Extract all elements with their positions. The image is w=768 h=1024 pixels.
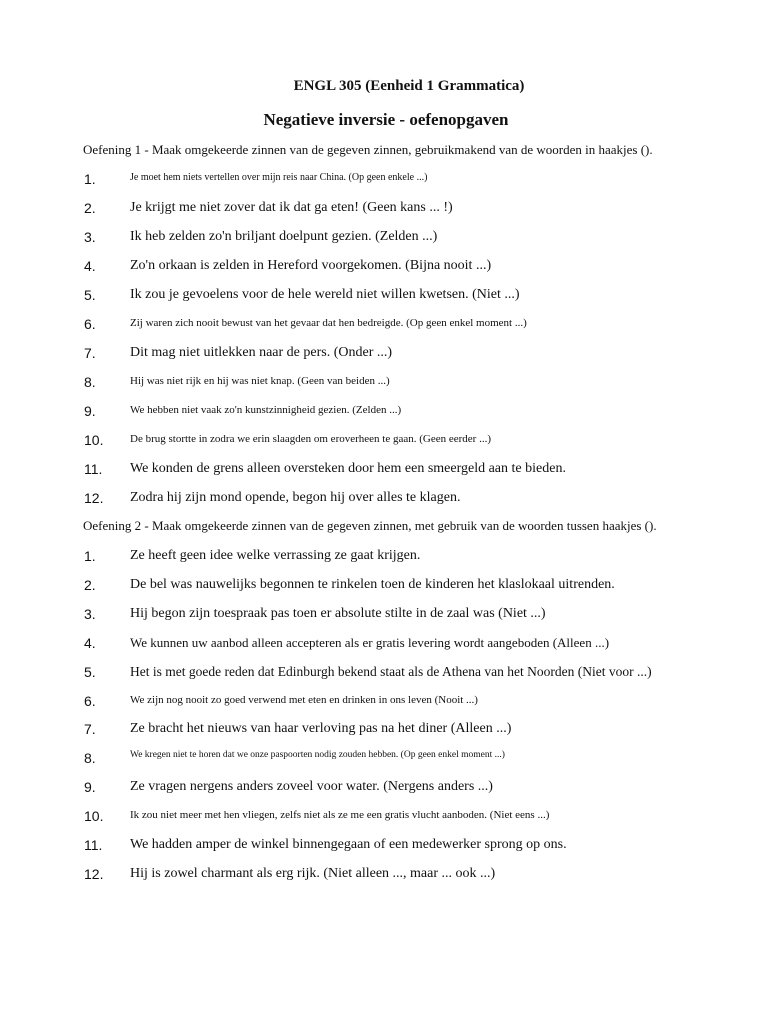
exercise-1-item [84, 171, 744, 193]
item-text: Ik zou je gevoelens voor de hele wereld niet willen kwetsen. (Niet ...) [130, 287, 520, 302]
item-text: Hij is zowel charmant als erg rijk. (Niet alleen ..., maar ... ook ...) [130, 866, 496, 881]
exercise-2-item [84, 866, 744, 888]
item-number: 4. [84, 635, 96, 651]
exercise-2-item [84, 693, 744, 715]
exercise-1-item [84, 345, 744, 367]
item-text: We konden de grens alleen oversteken door hem een smeergeld aan te bieden. [130, 461, 566, 476]
page-title: Negatieve inversie - oefenopgaven [263, 110, 509, 129]
item-number: 9. [84, 779, 96, 795]
item-number: 3. [84, 606, 96, 622]
item-text: We zijn nog nooit zo goed verwend met eten en drinken in ons leven (Nooit ...) [130, 694, 478, 706]
item-text: Je moet hem niets vertellen over mijn reis naar China. (Op geen enkele ...) [130, 172, 428, 183]
item-number: 11. [84, 837, 103, 853]
item-number: 10. [84, 432, 104, 448]
exercise-2-item [84, 577, 744, 599]
item-number: 2. [84, 200, 96, 216]
item-text: We kregen niet te horen dat we onze paspoorten nodig zouden hebben. (Op geen enkel moment ...) [130, 750, 505, 760]
item-text: Je krijgt me niet zover dat ik dat ga eten! (Geen kans ... !) [130, 200, 453, 215]
item-text: Ze vragen nergens anders zoveel voor water. (Nergens anders ...) [130, 779, 493, 794]
item-text: Hij begon zijn toespraak pas toen er absolute stilte in de zaal was (Niet ...) [130, 606, 546, 621]
item-text: We hadden amper de winkel binnengegaan of een medewerker sprong op ons. [130, 837, 567, 852]
exercise-1-item [84, 229, 744, 251]
exercise-1-item [84, 461, 744, 483]
exercise-1-item [84, 374, 744, 396]
item-text: De bel was nauwelijks begonnen te rinkelen toen de kinderen het klaslokaal uitrenden. [130, 577, 615, 592]
item-number: 5. [84, 664, 96, 680]
exercise-1-item [84, 432, 744, 454]
exercise-1-item [84, 490, 744, 512]
item-number: 9. [84, 403, 96, 419]
exercise-2-item [84, 750, 744, 772]
item-text: Hij was niet rijk en hij was niet knap. (Geen van beiden ...) [130, 375, 390, 387]
item-number: 5. [84, 287, 96, 303]
exercise-1-item [84, 200, 744, 222]
item-number: 8. [84, 374, 96, 390]
item-number: 10. [84, 808, 104, 824]
item-number: 1. [84, 548, 96, 564]
item-text: Zodra hij zijn mond opende, begon hij over alles te klagen. [130, 490, 461, 505]
item-text: Ik heb zelden zo'n briljant doelpunt gezien. (Zelden ...) [130, 229, 438, 244]
exercise-2-item [84, 548, 744, 570]
exercise-1-item [84, 316, 744, 338]
exercise-2-item [84, 635, 744, 657]
item-number: 12. [84, 866, 104, 882]
exercise-2-instruction: Oefening 2 - Maak omgekeerde zinnen van de gegeven zinnen, met gebruik van de woorden tussen haakjes (). [83, 518, 657, 533]
item-text: Ze bracht het nieuws van haar verloving pas na het diner (Alleen ...) [130, 721, 512, 736]
item-number: 7. [84, 721, 96, 737]
exercise-2-item [84, 837, 744, 859]
item-text: We kunnen uw aanbod alleen accepteren als er gratis levering wordt aangeboden (Alleen ...) [130, 635, 610, 650]
item-number: 4. [84, 258, 96, 274]
item-number: 6. [84, 693, 96, 709]
course-title: ENGL 305 (Eenheid 1 Grammatica) [293, 78, 525, 94]
item-text: Zo'n orkaan is zelden in Hereford voorgekomen. (Bijna nooit ...) [130, 258, 492, 273]
item-number: 2. [84, 577, 96, 593]
exercise-1-instruction: Oefening 1 - Maak omgekeerde zinnen van de gegeven zinnen, gebruikmakend van de woorden in haakjes (). [83, 142, 653, 157]
exercise-2-item [84, 779, 744, 801]
exercise-1-item [84, 403, 744, 425]
item-number: 1. [84, 171, 96, 187]
item-text: Dit mag niet uitlekken naar de pers. (Onder ...) [130, 345, 393, 360]
exercise-2-item [84, 721, 744, 743]
item-text: We hebben niet vaak zo'n kunstzinnigheid gezien. (Zelden ...) [130, 404, 402, 416]
item-text: Het is met goede reden dat Edinburgh bekend staat als de Athena van het Noorden (Niet voor ...) [130, 664, 652, 679]
exercise-1-item [84, 287, 744, 309]
item-number: 6. [84, 316, 96, 332]
item-number: 8. [84, 750, 96, 766]
item-number: 3. [84, 229, 96, 245]
item-number: 11. [84, 461, 103, 477]
item-text: Ik zou niet meer met hen vliegen, zelfs niet als ze me een gratis vlucht aanboden. (Niet eens ...) [130, 809, 550, 821]
item-text: Ze heeft geen idee welke verrassing ze gaat krijgen. [130, 548, 421, 563]
item-number: 12. [84, 490, 104, 506]
exercise-1-item [84, 258, 744, 280]
item-number: 7. [84, 345, 96, 361]
item-text: Zij waren zich nooit bewust van het gevaar dat hen bedreigde. (Op geen enkel moment ...) [130, 317, 527, 329]
item-text: De brug stortte in zodra we erin slaagden om eroverheen te gaan. (Geen eerder ...) [130, 433, 492, 445]
exercise-2-item [84, 808, 744, 830]
exercise-2-item [84, 606, 744, 628]
exercise-2-item [84, 664, 744, 686]
